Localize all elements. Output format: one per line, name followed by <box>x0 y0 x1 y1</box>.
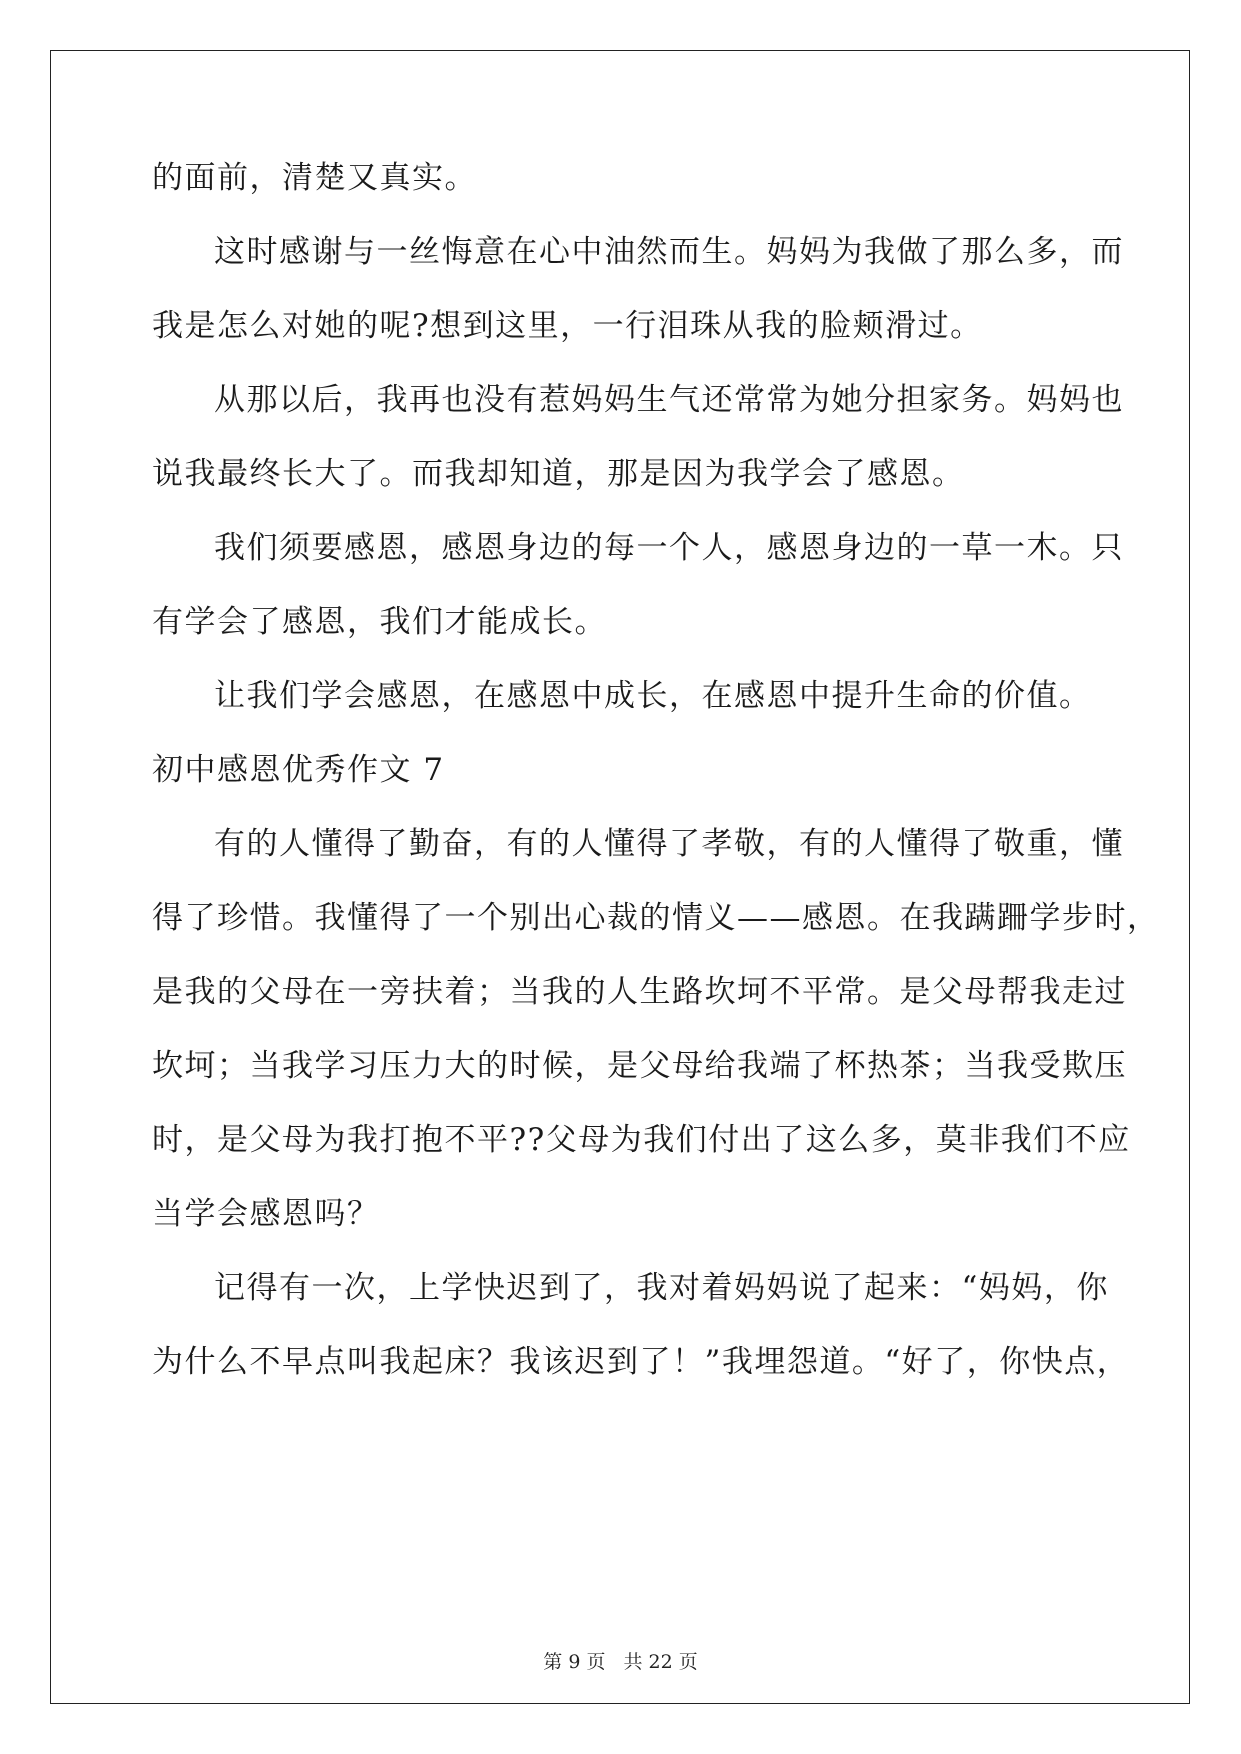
page-total: 共 22 页 <box>623 1651 698 1673</box>
paragraph-line: 我们须要感恩，感恩身边的每一个人，感恩身边的一草一木。只 <box>214 530 1124 566</box>
paragraph-line: 的面前，清楚又真实。 <box>152 160 477 196</box>
section-heading: 初中感恩优秀作文 7 <box>152 752 445 788</box>
paragraph-line: 坎坷；当我学习压力大的时候，是父母给我端了杯热茶；当我受欺压 <box>152 1048 1127 1084</box>
paragraph-line: 得了珍惜。我懂得了一个别出心裁的情义——感恩。在我蹒跚学步时， <box>152 900 1160 936</box>
paragraph-line: 说我最终长大了。而我却知道，那是因为我学会了感恩。 <box>152 456 965 492</box>
paragraph-line: 记得有一次，上学快迟到了，我对着妈妈说了起来：“妈妈，你 <box>214 1270 1109 1306</box>
page-number: 第 9 页 <box>543 1651 606 1673</box>
page-frame <box>50 50 1190 1704</box>
paragraph-line: 让我们学会感恩，在感恩中成长，在感恩中提升生命的价值。 <box>214 678 1092 714</box>
paragraph-line: 当学会感恩吗？ <box>152 1196 380 1232</box>
paragraph-line: 为什么不早点叫我起床？我该迟到了！”我埋怨道。“好了，你快点， <box>152 1344 1130 1380</box>
paragraph-line: 我是怎么对她的呢?想到这里，一行泪珠从我的脸颊滑过。 <box>152 308 983 344</box>
page-footer <box>0 1650 1241 1674</box>
paragraph-line: 有的人懂得了勤奋，有的人懂得了孝敬，有的人懂得了敬重，懂 <box>214 826 1124 862</box>
paragraph-line: 这时感谢与一丝悔意在心中油然而生。妈妈为我做了那么多，而 <box>214 234 1124 270</box>
paragraph-line: 从那以后，我再也没有惹妈妈生气还常常为她分担家务。妈妈也 <box>214 382 1124 418</box>
paragraph-line: 是我的父母在一旁扶着；当我的人生路坎坷不平常。是父母帮我走过 <box>152 974 1127 1010</box>
paragraph-line: 有学会了感恩，我们才能成长。 <box>152 604 607 640</box>
paragraph-line: 时，是父母为我打抱不平??父母为我们付出了这么多，莫非我们不应 <box>152 1122 1131 1158</box>
